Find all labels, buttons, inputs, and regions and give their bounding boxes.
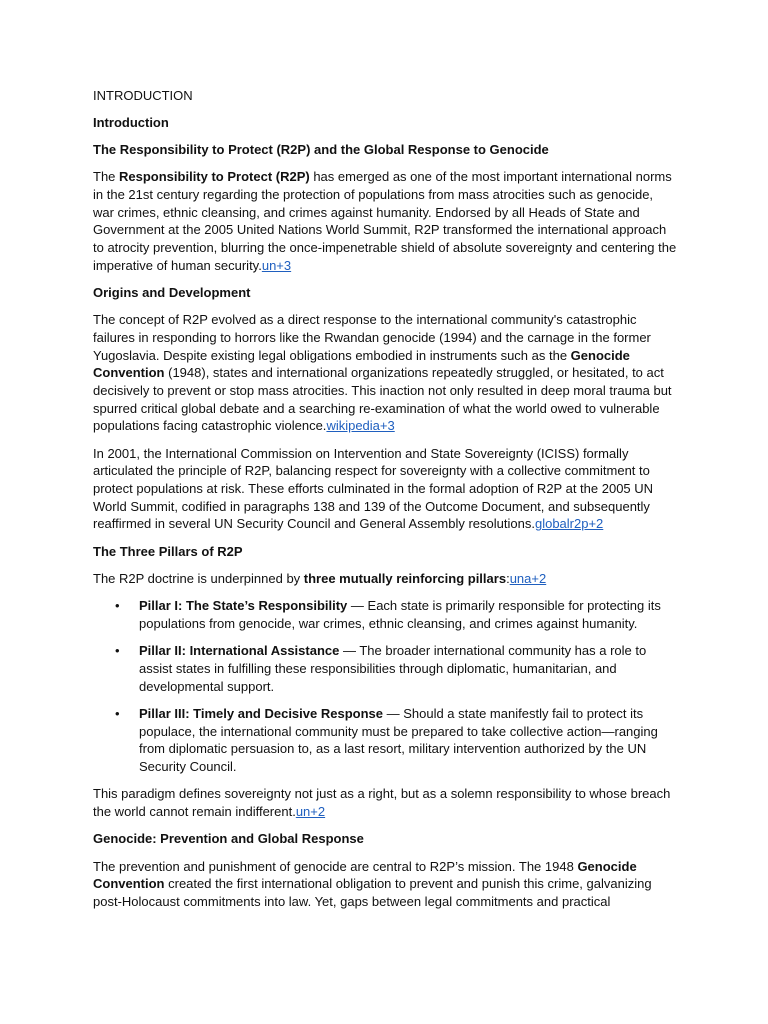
document-page <box>93 87 677 920</box>
main-heading: The Responsibility to Protect (R2P) and the Global Response to Genocide <box>93 141 549 157</box>
text-run: This paradigm defines sovereignty not just as a right, but as a solemn responsibility to whose breach the world cannot remain indifferent. <box>93 786 671 820</box>
pillar-title: Pillar II: International Assistance <box>139 643 340 659</box>
paragraph-sovereignty <box>93 785 677 820</box>
intro-heading: Introduction <box>93 114 169 130</box>
genocide-heading: Genocide: Prevention and Global Response <box>93 831 364 847</box>
text-run: The <box>93 169 120 185</box>
pillar-text: — The broader international community has a role to assist states in fulfilling these responsibilities through diplomatic, humanitarian, and developmental support. <box>139 643 647 694</box>
citation-link[interactable]: globalr2p+2 <box>534 516 604 532</box>
origins-heading: Origins and Development <box>93 284 251 300</box>
list-item <box>139 642 677 695</box>
list-item <box>139 597 677 632</box>
citation-link[interactable]: una+2 <box>509 570 547 586</box>
text-run: The prevention and punishment of genocide are central to R2P’s mission. The 1948 <box>93 858 578 874</box>
bold-term-genocide-convention: Genocide Convention <box>93 858 637 892</box>
pillar-text: — Each state is primarily responsible for protecting its populations from genocide, war crimes, ethnic cleansing, and crimes against humanity. <box>139 598 661 631</box>
bold-term-pillars: three mutually reinforcing pillars <box>303 570 507 586</box>
list-item <box>139 705 677 776</box>
paragraph-r2p-overview <box>93 168 677 274</box>
bold-term-genocide-convention: Genocide Convention <box>93 347 630 381</box>
text-run: In 2001, the International Commission on Intervention and State Sovereignty (ICISS) formally articulated the principle of R2P, balancing respect for sovereignty with a collective commitment to protect populations at risk. These efforts culminated in the formal adoption of R2P at the 2005 UN World Summit, codified in paragraphs 138 and 139 of the Outcome Document, and subsequently reaffirmed in several UN Security Council and General Assembly resolutions. <box>93 445 654 532</box>
bold-term-r2p: Responsibility to Protect (R2P) <box>119 169 310 185</box>
citation-link[interactable]: un+2 <box>295 804 326 820</box>
paragraph-iciss <box>93 445 677 534</box>
citation-link[interactable]: wikipedia+3 <box>326 418 395 434</box>
pillar-title: Pillar I: The State’s Responsibility <box>139 598 348 614</box>
citation-link[interactable]: un+3 <box>261 257 292 273</box>
text-run: created the first international obligation to prevent and punish this crime, galvanizing post-Holocaust commitments into law. Yet, gaps between legal commitments and practical <box>93 876 652 909</box>
pillars-list <box>93 597 677 776</box>
text-run: (1948), states and international organizations repeatedly struggled, or hesitated, to act decisively to prevent or stop mass atrocities. This inaction not only resulted in deep moral trauma but spurred critical global debate and a searching re-examination of what the world owed to vulnerable populations facing catastrophic violence. <box>93 365 672 434</box>
pillar-text: — Should a state manifestly fail to protect its populace, the international community must be prepared to take collective action—ranging from diplomatic persuasion to, as a last resort, military intervention authorized by the UN Security Council. <box>139 705 658 775</box>
text-run: The R2P doctrine is underpinned by <box>93 570 304 586</box>
text-run: : <box>506 570 510 586</box>
text-run: The concept of R2P evolved as a direct response to the international community's catastrophic failures in responding to horrors like the Rwandan genocide (1994) and the carnage in the former Yugoslavia. Despite existing legal obligations embodied in instruments such as the <box>93 312 651 363</box>
pillars-heading: The Three Pillars of R2P <box>93 543 243 559</box>
pillar-title: Pillar III: Timely and Decisive Response <box>139 705 383 721</box>
text-run: has emerged as one of the most important international norms in the 21st century regarding the protection of populations from mass atrocities such as genocide, war crimes, ethnic cleansing, and crimes against humanity. Endorsed by all Heads of State and Government at the 2005 United Nations World Summit, R2P transformed the international approach to atrocity prevention, blurring the once-impenetrable shield of absolute sovereignty and centering the imperative of human security. <box>93 169 677 273</box>
paragraph-genocide-prevention <box>93 858 677 911</box>
paragraph-pillars-intro <box>93 570 677 588</box>
paragraph-origins <box>93 311 677 435</box>
document-label: INTRODUCTION <box>93 88 193 103</box>
